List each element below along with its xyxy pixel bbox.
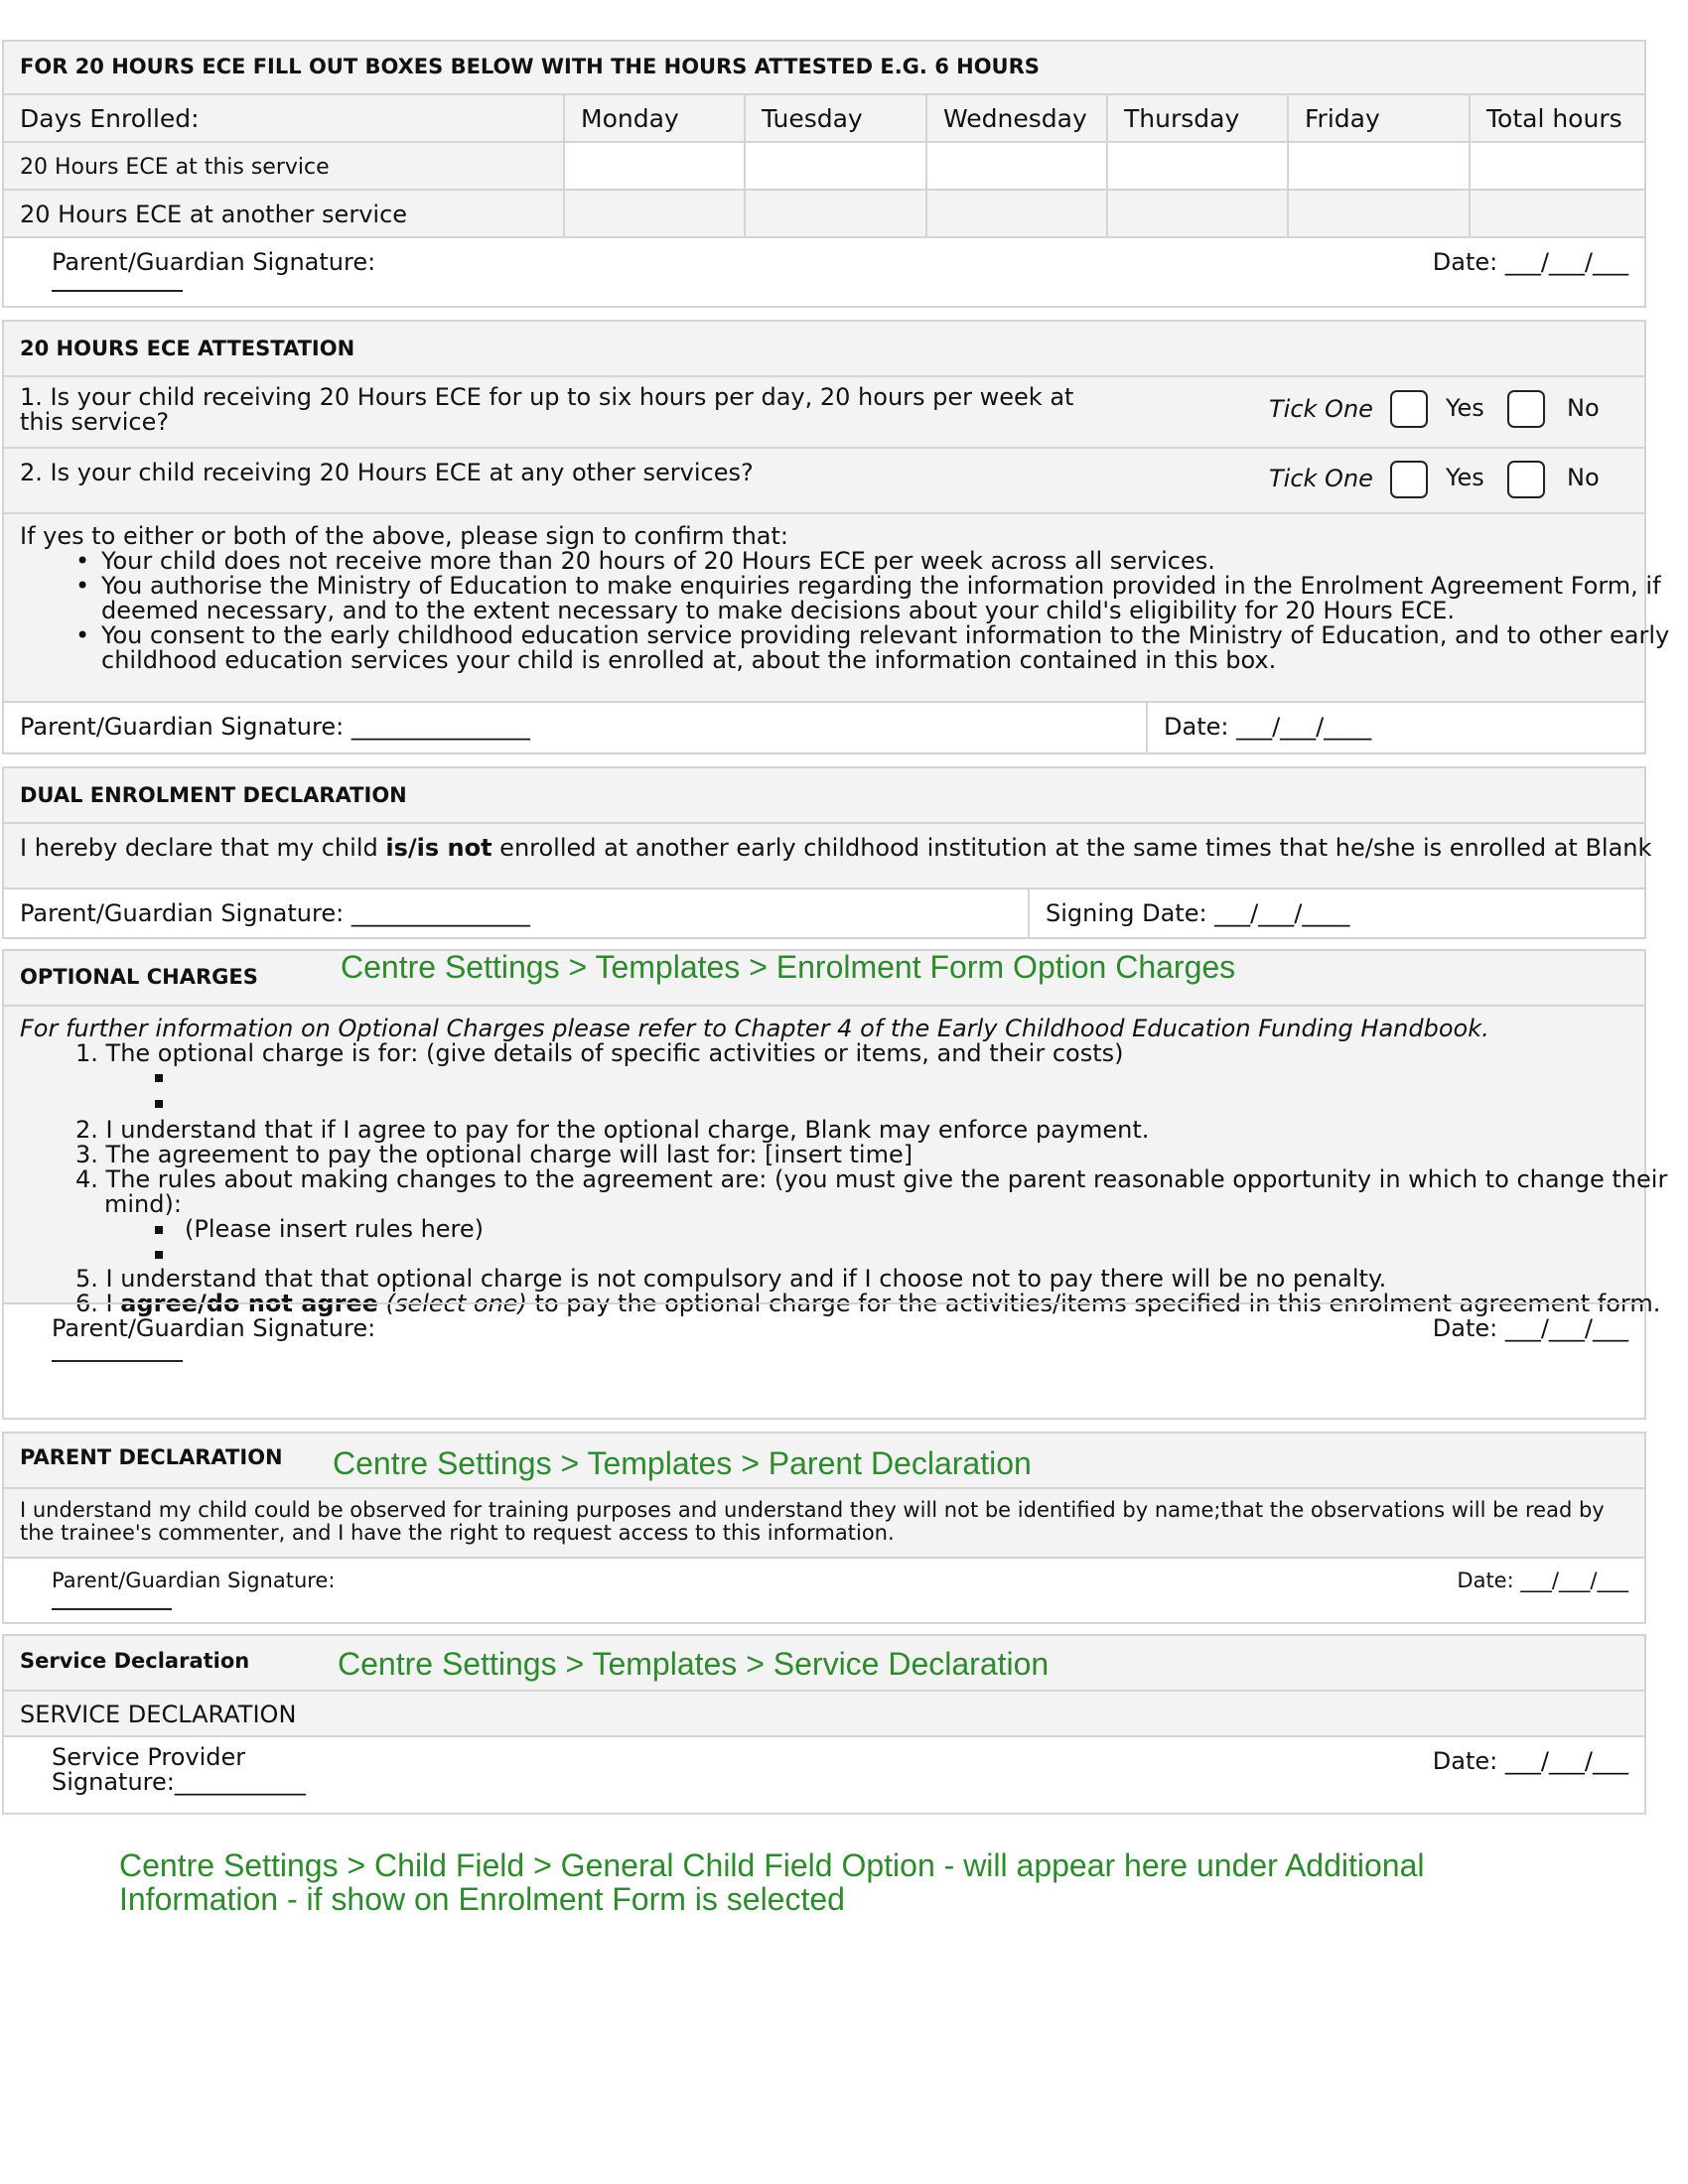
- service-date-label: Date: ___/___/___: [1432, 1747, 1628, 1775]
- optional-item-1-bullet-a: [155, 1074, 163, 1082]
- optional-template-note: Centre Settings > Templates > Enrolment Form Option Charges: [341, 949, 1236, 985]
- q1-tick-label: Tick One: [1269, 395, 1373, 423]
- hours-input-tue-other[interactable]: [744, 191, 746, 236]
- hours-input-total-this[interactable]: [1469, 143, 1644, 189]
- attestation-header-row: [4, 322, 1644, 375]
- parent-decl-signature-row: [4, 1557, 1644, 1622]
- dual-declaration-text: I hereby declare that my child is/is not enrolled at another early childhood institution at the same times that he/she is enrolled at Blank: [20, 834, 1652, 862]
- service-header: Service Declaration: [20, 1649, 250, 1673]
- optional-signature-label: Parent/Guardian Signature:: [52, 1314, 376, 1342]
- hours-input-mon-this[interactable]: [563, 143, 744, 189]
- q1-text-line1: 1. Is your child receiving 20 Hours ECE for up to six hours per day, 20 hours per week at: [20, 383, 1074, 411]
- q2-no-label: No: [1567, 464, 1600, 491]
- attestation-q1-row: [4, 375, 1644, 447]
- hours-signature-label: Parent/Guardian Signature:: [52, 248, 376, 276]
- optional-intro: For further information on Optional Charges please refer to Chapter 4 of the Early Childhood Education Funding Handbook.: [20, 1015, 1489, 1042]
- parent-decl-text-block: [4, 1487, 1644, 1557]
- attestation-signature-row: [4, 701, 1644, 752]
- dual-date-label: Signing Date: ___/___/____: [1046, 899, 1350, 927]
- attestation-section: [2, 320, 1670, 754]
- optional-signature-row: [4, 1302, 1644, 1418]
- col-days-enrolled: Days Enrolled:: [20, 104, 200, 133]
- service-header-row: [4, 1636, 1644, 1690]
- attestation-bullet-2: • You authorise the Ministry of Education to make enquiries regarding the information provided in the Enrolment Agreement Form, if deemed necessary, and to the extent necessary to make decisions about your child's eligibility for 20 Hours ECE.: [20, 574, 1669, 623]
- optional-signature-line[interactable]: [52, 1360, 183, 1362]
- parent-decl-template-note: Centre Settings > Templates > Parent Declaration: [333, 1445, 1032, 1481]
- row-label-another-service: 20 Hours ECE at another service: [20, 201, 408, 228]
- q2-yes-label: Yes: [1446, 464, 1484, 491]
- q2-yes-checkbox[interactable]: [1390, 461, 1428, 498]
- dual-enrolment-section: [2, 766, 1652, 939]
- dual-header-row: [4, 768, 1644, 822]
- optional-body: [4, 1005, 1668, 1317]
- hours-columns-row: [4, 93, 1644, 141]
- optional-item-2: 2. I understand that if I agree to pay for the optional charge, Blank may enforce payment.: [75, 1116, 1150, 1144]
- optional-item-1-bullet-b: [155, 1100, 163, 1108]
- optional-item-5: 5. I understand that that optional charge is not compulsory and if I choose not to pay there will be no penalty.: [75, 1265, 1387, 1293]
- optional-item-3: 3. The agreement to pay the optional charge will last for: [insert time]: [75, 1141, 914, 1168]
- q2-no-checkbox[interactable]: [1507, 461, 1545, 498]
- hours-input-fri-this[interactable]: [1287, 143, 1469, 189]
- hours-signature-line[interactable]: [52, 290, 183, 292]
- hours-input-tue-this[interactable]: [744, 143, 925, 189]
- hours-date-label: Date: ___/___/___: [1432, 248, 1628, 276]
- col-tuesday: Tuesday: [762, 104, 863, 133]
- additional-info-note-line1: Centre Settings > Child Field > General Child Field Option - will appear here under Additional: [119, 1847, 1425, 1883]
- q1-yes-checkbox[interactable]: [1390, 390, 1428, 428]
- hours-row-another-service: [4, 189, 1644, 236]
- hours-input-total-other[interactable]: [1469, 191, 1471, 236]
- dual-signature-row: [4, 887, 1644, 937]
- service-signature-line2: Signature:___________: [52, 1768, 306, 1796]
- hours-row-this-service: [4, 141, 1644, 189]
- dual-signature-label: Parent/Guardian Signature: _______________: [20, 899, 530, 927]
- optional-item-6: 6. I agree/do not agree (select one) to pay the optional charge for the activities/items specified in this enrolment agreement form.: [75, 1290, 1661, 1317]
- optional-header-row: [4, 951, 1644, 1005]
- parent-decl-text-line2: the trainee's commenter, and I have the right to request access to this information.: [20, 1521, 895, 1545]
- parent-decl-signature-label: Parent/Guardian Signature:: [52, 1569, 336, 1592]
- hours-input-wed-this[interactable]: [925, 143, 1106, 189]
- dual-header: DUAL ENROLMENT DECLARATION: [20, 783, 407, 807]
- hours-signature-row: [4, 236, 1644, 306]
- parent-decl-header-row: [4, 1433, 1644, 1487]
- col-monday: Monday: [581, 104, 679, 133]
- optional-item-4-bullet-b: [155, 1251, 163, 1259]
- attestation-intro: If yes to either or both of the above, please sign to confirm that:: [20, 522, 788, 550]
- parent-decl-date-label: Date: ___/___/___: [1457, 1569, 1628, 1592]
- optional-item-1: 1. The optional charge is for: (give details of specific activities or items, and their costs): [75, 1039, 1124, 1067]
- parent-decl-signature-line[interactable]: [52, 1608, 172, 1610]
- service-template-note: Centre Settings > Templates > Service Declaration: [338, 1646, 1050, 1682]
- optional-date-label: Date: ___/___/___: [1432, 1314, 1628, 1342]
- col-thursday: Thursday: [1124, 104, 1240, 133]
- hours-header: FOR 20 HOURS ECE FILL OUT BOXES BELOW WITH THE HOURS ATTESTED E.G. 6 HOURS: [20, 55, 1040, 78]
- optional-item-4-sub: (Please insert rules here): [185, 1215, 485, 1243]
- q2-tick-label: Tick One: [1269, 465, 1373, 492]
- attestation-bullet-1: • Your child does not receive more than 20 hours of 20 Hours ECE per week across all services.: [20, 549, 1669, 574]
- dual-declaration-row: [4, 822, 1652, 887]
- q2-text: 2. Is your child receiving 20 Hours ECE at any other services?: [20, 459, 754, 486]
- q1-no-label: No: [1567, 394, 1600, 422]
- hours-input-fri-other[interactable]: [1287, 191, 1289, 236]
- additional-info-note-line2: Information - if show on Enrolment Form is selected: [119, 1881, 845, 1917]
- q1-no-checkbox[interactable]: [1507, 390, 1545, 428]
- hours-section: [2, 40, 1646, 308]
- parent-declaration-section: [2, 1432, 1646, 1624]
- attestation-bullet-3: • You consent to the early childhood education service providing relevant information to the Ministry of Education, and to other early childhood education services your child is enrolled at, about the information contained in this box.: [20, 623, 1669, 673]
- attestation-signature-label: Parent/Guardian Signature: _______________: [20, 713, 530, 741]
- service-signature-row: [4, 1735, 1644, 1813]
- col-wednesday: Wednesday: [943, 104, 1087, 133]
- service-subheader: SERVICE DECLARATION: [20, 1701, 297, 1728]
- optional-item-4-bullet-a: [155, 1226, 163, 1234]
- col-friday: Friday: [1305, 104, 1380, 133]
- attestation-date-label: Date: ___/___/____: [1164, 713, 1372, 741]
- hours-header-row: [4, 42, 1644, 93]
- optional-item-4-line1: 4. The rules about making changes to the agreement are: (you must give the parent reasonable opportunity in which to change their: [75, 1165, 1668, 1193]
- q1-yes-label: Yes: [1446, 394, 1484, 422]
- row-label-this-service: 20 Hours ECE at this service: [20, 155, 330, 180]
- service-subheader-row: [4, 1690, 1644, 1735]
- col-total-hours: Total hours: [1486, 104, 1622, 133]
- optional-charges-section: [2, 949, 1668, 1420]
- q1-text-line2: this service?: [20, 408, 170, 436]
- optional-item-4-line2: mind):: [104, 1190, 182, 1218]
- optional-header: OPTIONAL CHARGES: [20, 965, 258, 989]
- hours-input-thu-this[interactable]: [1106, 143, 1287, 189]
- attestation-bullets: [20, 549, 1669, 673]
- service-declaration-section: [2, 1634, 1646, 1815]
- parent-decl-header: PARENT DECLARATION: [20, 1445, 283, 1469]
- hours-input-thu-other[interactable]: [1106, 191, 1108, 236]
- additional-info-note: [119, 1848, 1425, 1916]
- hours-input-wed-other[interactable]: [925, 191, 927, 236]
- attestation-confirm-block: [4, 512, 1670, 701]
- attestation-q2-row: [4, 447, 1644, 512]
- hours-input-mon-other[interactable]: [563, 191, 565, 236]
- service-signature-line1: Service Provider: [52, 1743, 246, 1771]
- attestation-header: 20 HOURS ECE ATTESTATION: [20, 337, 355, 360]
- parent-decl-text-line1: I understand my child could be observed for training purposes and understand they will not be identified by name;that the observations will be read by: [20, 1498, 1605, 1522]
